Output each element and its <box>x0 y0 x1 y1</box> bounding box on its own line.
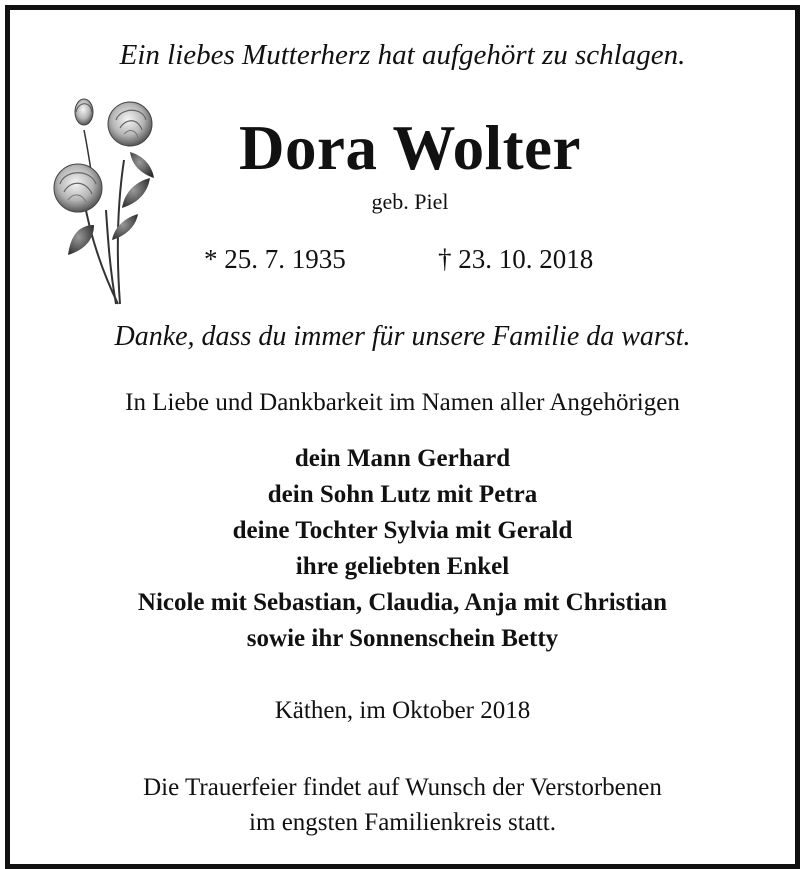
death-date: † 23. 10. 2018 <box>438 244 594 274</box>
family-member: ihre geliebten Enkel <box>295 553 510 580</box>
family-member: sowie ihr Sonnenschein Betty <box>246 625 559 652</box>
deceased-name: Dora Wolter <box>238 113 581 183</box>
service-line: Die Trauerfeier findet auf Wunsch der Verstorbenen <box>143 774 662 801</box>
birth-name: geb. Piel <box>371 189 449 214</box>
obituary-notice <box>5 5 800 869</box>
family-member: dein Mann Gerhard <box>294 445 511 472</box>
place-date: Käthen, im Oktober 2018 <box>274 697 531 724</box>
thanks-line: Danke, dass du immer für unsere Familie da warst. <box>114 321 691 352</box>
family-member: dein Sohn Lutz mit Petra <box>267 481 538 508</box>
birth-date: * 25. 7. 1935 <box>204 244 346 274</box>
intro-line: In Liebe und Dankbarkeit im Namen aller Angehörigen <box>125 389 680 416</box>
service-line: im engsten Familienkreis statt. <box>249 809 556 836</box>
family-member: deine Tochter Sylvia mit Gerald <box>232 517 573 544</box>
roses-illustration <box>46 90 171 310</box>
family-member: Nicole mit Sebastian, Claudia, Anja mit Christian <box>137 589 668 616</box>
service-note <box>10 770 795 840</box>
family-list <box>10 441 795 657</box>
motto-line: Ein liebes Mutterherz hat aufgehört zu schlagen. <box>119 39 686 71</box>
